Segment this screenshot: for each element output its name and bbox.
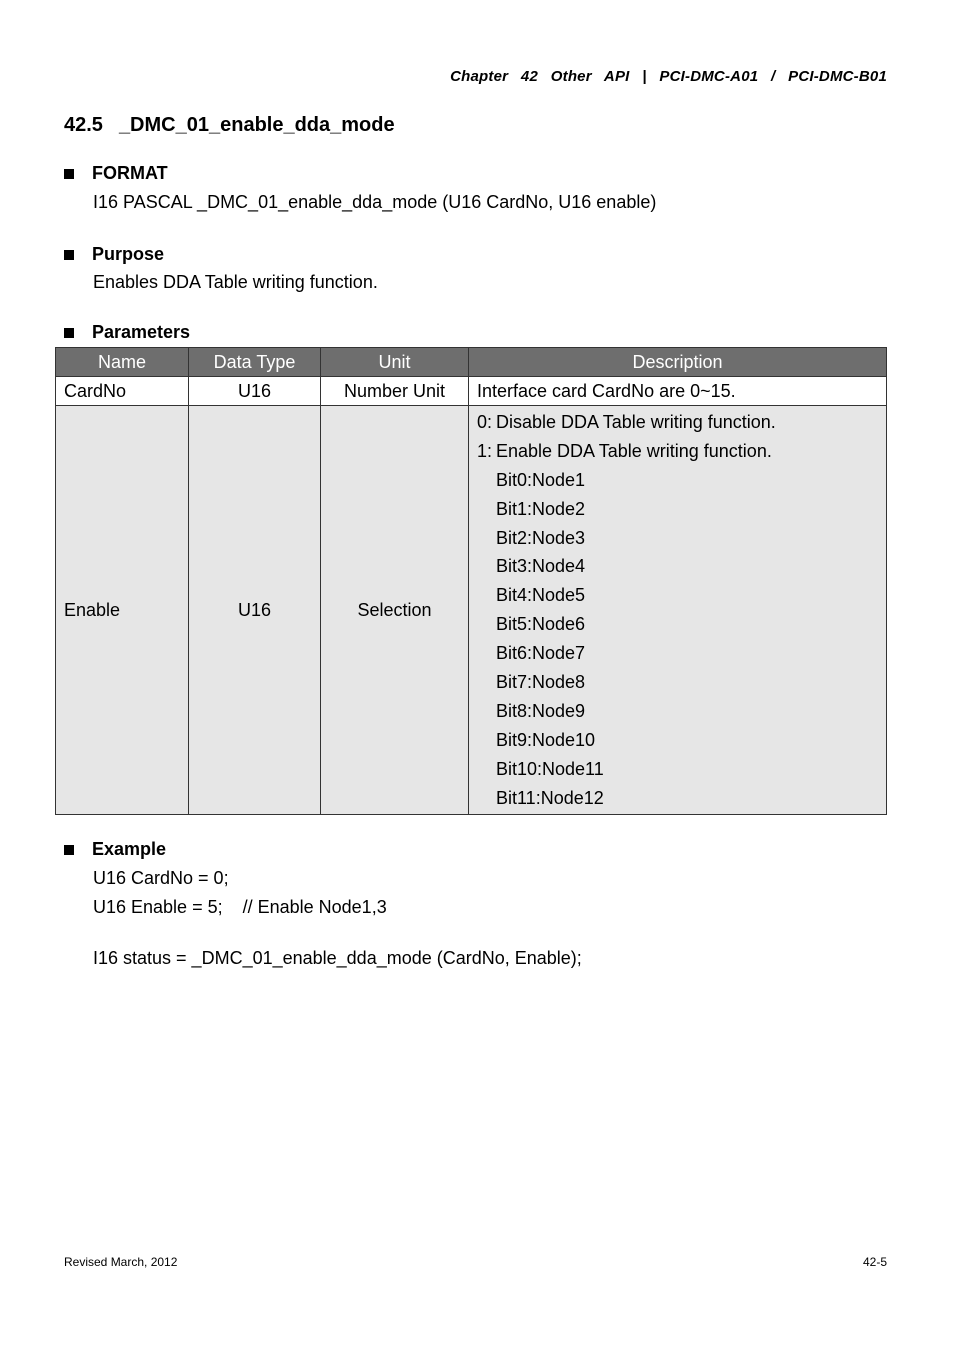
bit-mapping: Bit8:Node9	[496, 700, 586, 721]
footer-page-number: 42-5	[862, 1255, 887, 1269]
param-unit: Number Unit	[321, 377, 469, 406]
param-description	[469, 406, 887, 815]
table-row	[56, 406, 887, 815]
option-code: 1:	[477, 440, 493, 461]
bit-mapping: Bit0:Node1	[496, 469, 586, 490]
param-type: U16	[189, 377, 321, 406]
param-type: U16	[189, 406, 321, 815]
table-header-row	[56, 348, 887, 377]
param-name: CardNo	[56, 377, 189, 406]
param-unit: Selection	[321, 406, 469, 815]
option-text: Enable DDA Table writing function.	[496, 440, 772, 461]
bit-mapping: Bit11:Node12	[496, 787, 604, 808]
section-title	[64, 114, 395, 137]
page-header: Chapter 42 Other API | PCI-DMC-A01 / PCI-DMC-B01	[450, 68, 887, 85]
bit-mapping: Bit4:Node5	[496, 585, 586, 606]
section-function-name: _DMC_01_enable_dda_mode	[118, 114, 395, 136]
example-code-line: U16 Enable = 5; // Enable Node1,3	[93, 897, 387, 917]
example-heading-label: Example	[92, 839, 167, 859]
example-heading	[64, 839, 166, 860]
format-heading	[64, 163, 168, 184]
bit-mapping: Bit1:Node2	[496, 498, 586, 519]
bit-mapping: Bit2:Node3	[496, 527, 586, 548]
param-description: Interface card CardNo are 0~15.	[469, 377, 887, 406]
format-heading-label: FORMAT	[92, 163, 168, 183]
bit-mapping: Bit10:Node11	[496, 758, 604, 779]
bit-mapping: Bit5:Node6	[496, 614, 586, 635]
purpose-heading-label: Purpose	[92, 244, 165, 264]
example-call-line: I16 status = _DMC_01_enable_dda_mode (CardNo, Enable);	[93, 948, 582, 968]
parameters-table	[55, 347, 887, 815]
parameters-heading-label: Parameters	[92, 322, 191, 342]
bullet-square-icon	[64, 169, 74, 179]
parameters-heading	[64, 322, 190, 343]
bit-mapping: Bit6:Node7	[496, 643, 586, 664]
bit-mapping: Bit9:Node10	[496, 729, 596, 750]
bullet-square-icon	[64, 845, 74, 855]
column-header-name: Name	[56, 348, 189, 377]
column-header-unit: Unit	[321, 348, 469, 377]
table-row	[56, 377, 887, 406]
param-name: Enable	[56, 406, 189, 815]
bit-mapping: Bit3:Node4	[496, 556, 586, 577]
column-header-data-type: Data Type	[189, 348, 321, 377]
purpose-text: Enables DDA Table writing function.	[93, 272, 378, 292]
option-code: 0:	[477, 412, 493, 432]
bullet-square-icon	[64, 250, 74, 260]
example-code-line: U16 CardNo = 0;	[93, 868, 229, 888]
option-text: Disable DDA Table writing function.	[496, 412, 776, 432]
section-number: 42.5	[64, 114, 103, 136]
bullet-square-icon	[64, 328, 74, 338]
bit-mapping: Bit7:Node8	[496, 672, 586, 693]
footer-revised: Revised March, 2012	[64, 1255, 178, 1269]
format-signature: I16 PASCAL _DMC_01_enable_dda_mode (U16 CardNo, U16 enable)	[93, 192, 657, 212]
option-line	[477, 437, 878, 466]
option-line	[477, 408, 878, 437]
purpose-heading	[64, 244, 164, 265]
column-header-description: Description	[469, 348, 887, 377]
